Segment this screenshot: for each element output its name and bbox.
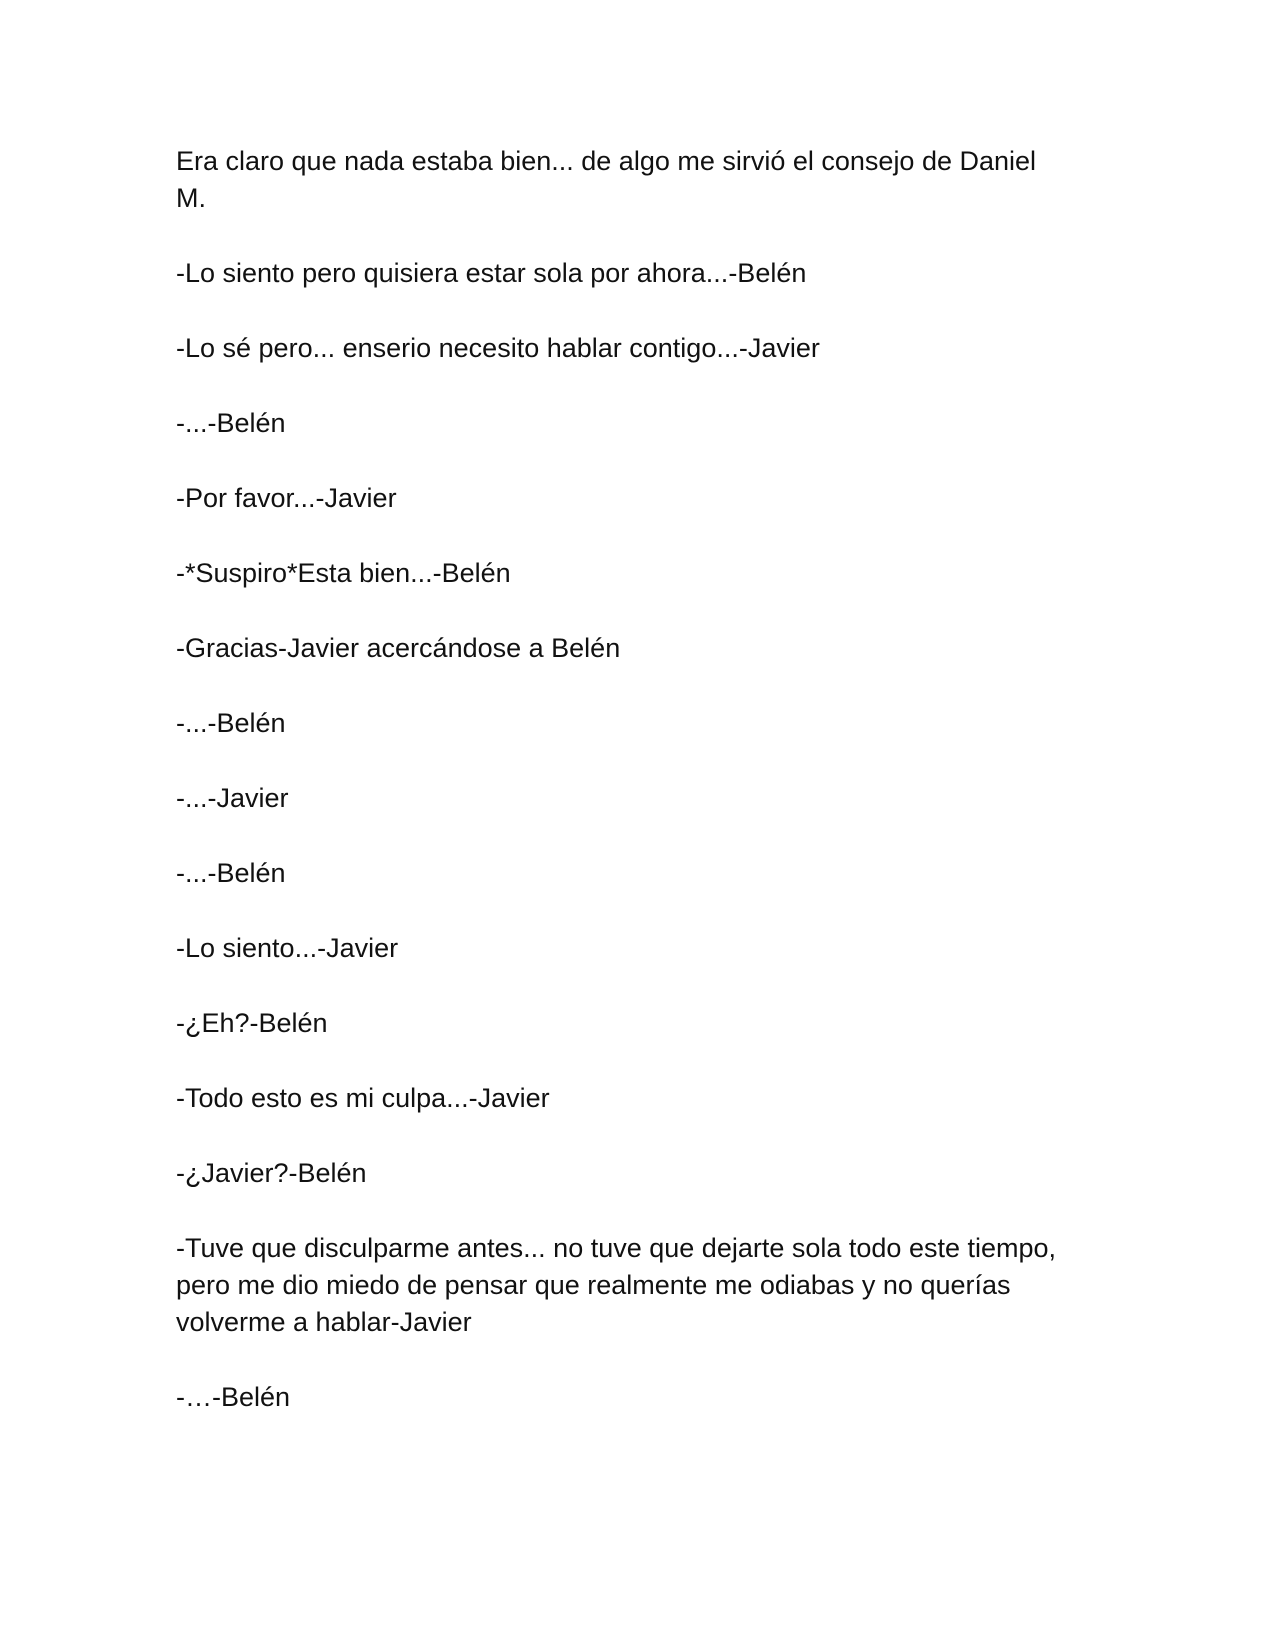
dialogue-line: -Todo esto es mi culpa...-Javier — [176, 1083, 550, 1113]
dialogue-line: -Por favor...-Javier — [176, 483, 397, 513]
dialogue-line: -Lo siento pero quisiera estar sola por ahora...-Belén — [176, 258, 807, 288]
dialogue-line: -¿Eh?-Belén — [176, 1008, 328, 1038]
document-body — [176, 143, 1096, 1454]
dialogue-line: -¿Javier?-Belén — [176, 1158, 367, 1188]
dialogue-line: -Lo siento...-Javier — [176, 933, 399, 963]
dialogue-line: -...-Belén — [176, 858, 286, 888]
dialogue-line: -Tuve que disculparme antes... no tuve que dejarte sola todo este tiempo, pero me dio miedo de pensar que realmente me odiabas y no querías volverme a hablar-Javier — [176, 1233, 1057, 1337]
dialogue-line: -...-Belén — [176, 708, 286, 738]
dialogue-line: -...-Javier — [176, 783, 289, 813]
dialogue-line: -...-Belén — [176, 408, 286, 438]
dialogue-line: -Gracias-Javier acercándose a Belén — [176, 633, 621, 663]
dialogue-line: -…-Belén — [176, 1382, 291, 1412]
paragraph-intro: Era claro que nada estaba bien... de algo me sirvió el consejo de Daniel M. — [176, 146, 1037, 213]
dialogue-line: -Lo sé pero... enserio necesito hablar contigo...-Javier — [176, 333, 820, 363]
dialogue-line: -*Suspiro*Esta bien...-Belén — [176, 558, 511, 588]
